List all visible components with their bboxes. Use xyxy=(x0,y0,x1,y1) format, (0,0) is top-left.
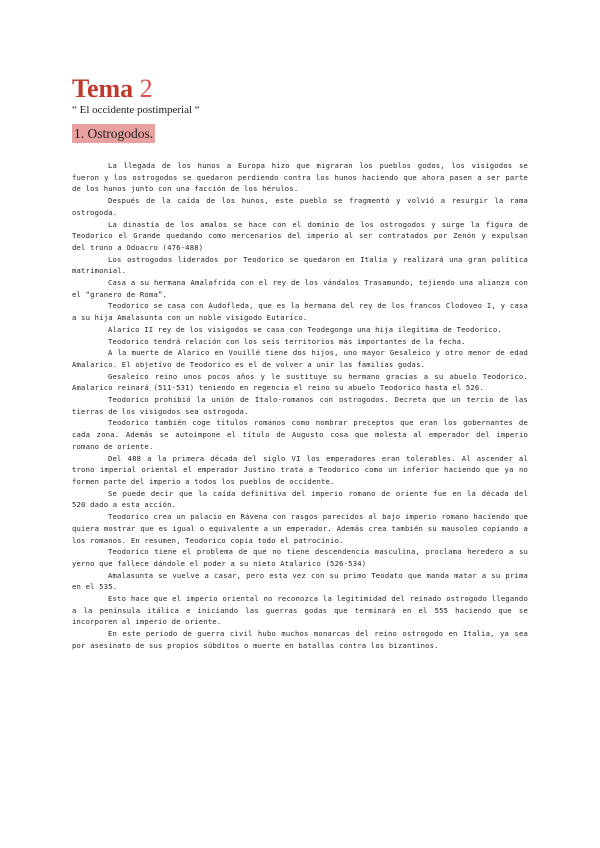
page-subtitle: “ El occidente postimperial “ xyxy=(72,104,200,116)
paragraph: Los ostrogodos liderados por Teodorico se quedaron en Italia y realizará una gran política matrimonial. xyxy=(72,254,528,276)
page-title xyxy=(72,74,153,104)
title-number: 2 xyxy=(139,74,153,103)
paragraph: La dinastía de los amalos se hace con el dominio de los ostrogodos y surge la figura de Teodorico el Grande quedando como mercenarios del imperio al ser contratados por Zenón y expulsan del trono a Odoacro (476-488) xyxy=(72,219,528,252)
title-word: Tema xyxy=(72,74,134,103)
paragraph: Casa a su hermana Amalafrida con el rey de los vándalos Trasamundo, tejiendo una alianza con el “granero de Roma”. xyxy=(72,278,528,299)
paragraph: Se puede decir que la caída definitiva del imperio romano de oriente fue en la década del 520 dado a esta acción. xyxy=(72,488,528,510)
paragraph: Teodorico se casa con Audofleda, que es la hermana del rey de los francos Clodoveo I, y casa a su hija Amalasunta con un noble visigodo Eutarico. xyxy=(72,301,528,323)
paragraph: Teodorico tendrá relación con los seis territorios más importantes de la fecha. xyxy=(108,336,466,346)
body-text xyxy=(72,160,528,652)
paragraph: En este periodo de guerra civil hubo muchos monarcas del reino ostrogodo en Italia, ya sea por asesinato de sus propios súbditos o muerte en batallas contra los bizantinos. xyxy=(72,629,528,650)
paragraph: Después de la caída de los hunos, este pueblo se fragmentó y volvió a resurgir la rama ostrogoda. xyxy=(72,196,528,217)
paragraph: A la muerte de Alarico en Vouillé tiene dos hijos, uno mayor Gesaleico y otro menor de edad Amalarico. El objetivo de Teodorico es el de volver a unir las familias godas. xyxy=(72,348,528,369)
paragraph: Teodorico prohibió la unión de Ítalo-romanos con ostrogodos. Decreta que un tercio de las tierras de los visigodos sea ostrogoda. xyxy=(72,395,528,416)
paragraph: Teodorico crea un palacio en Rávena con rasgos parecidos al bajo imperio romano haciendo que quiera mostrar que es igual o equivalente a un emperador. Además crea también su mausoleo copiando a los romanos. En resumen, Teodorico copia todo el patrocinio. xyxy=(72,512,528,545)
paragraph: Del 488 a la primera década del siglo VI los emperadores eran tolerables. Al ascender al trono imperial oriental el emperador Justino trata a Teodorico como un inferior haciendo que ya no formen parte del imperio a todos los pueblos de occidente. xyxy=(72,453,528,486)
paragraph: Teodorico tiene el problema de que no tiene descendencia masculina, proclama heredero a su yerno que fallece dándole el poder a su nieto Atalarico (526-534) xyxy=(72,547,528,568)
paragraph: Amalasunta se vuelve a casar, pero esta vez con su primo Teodato que manda matar a su prima en el 535. xyxy=(72,570,528,592)
paragraph: Alarico II rey de los visigodos se casa con Teodegonga una hija ilegítima de Teodorico. xyxy=(108,324,502,334)
paragraph: Teodorico también coge títulos romanos como nombrar preceptos que eran los gobernantes de cada zona. Además se autoimpone el título de Augusto cosa que molesta al emperador del imperio romano de oriente. xyxy=(72,418,528,451)
paragraph: La llegada de los hunos a Europa hizo que migraran los pueblos godos, los visigodos se fueron y los ostrogodos se quedaron perdiendo contra los hunos haciendo que ahora pasen a ser parte de los hunos junto con una facción de los hérulos. xyxy=(72,161,528,194)
paragraph: Gesaleico reino unos pocos años y le sustituye su hermano gracias a su abuelo Teodorico. Amalarico reinará (511-531) teniendo en regencia el reino su abuelo Teodorico hasta el 526. xyxy=(72,371,528,393)
section-heading: 1. Ostrogodos. xyxy=(74,126,154,141)
paragraph: Esto hace que el imperio oriental no reconozca la legitimidad del reinado ostrogodo llegando a la península itálica e iniciando las guerras godas que terminará en el 555 haciendo que se incorporen al imperio de oriente. xyxy=(72,594,528,627)
